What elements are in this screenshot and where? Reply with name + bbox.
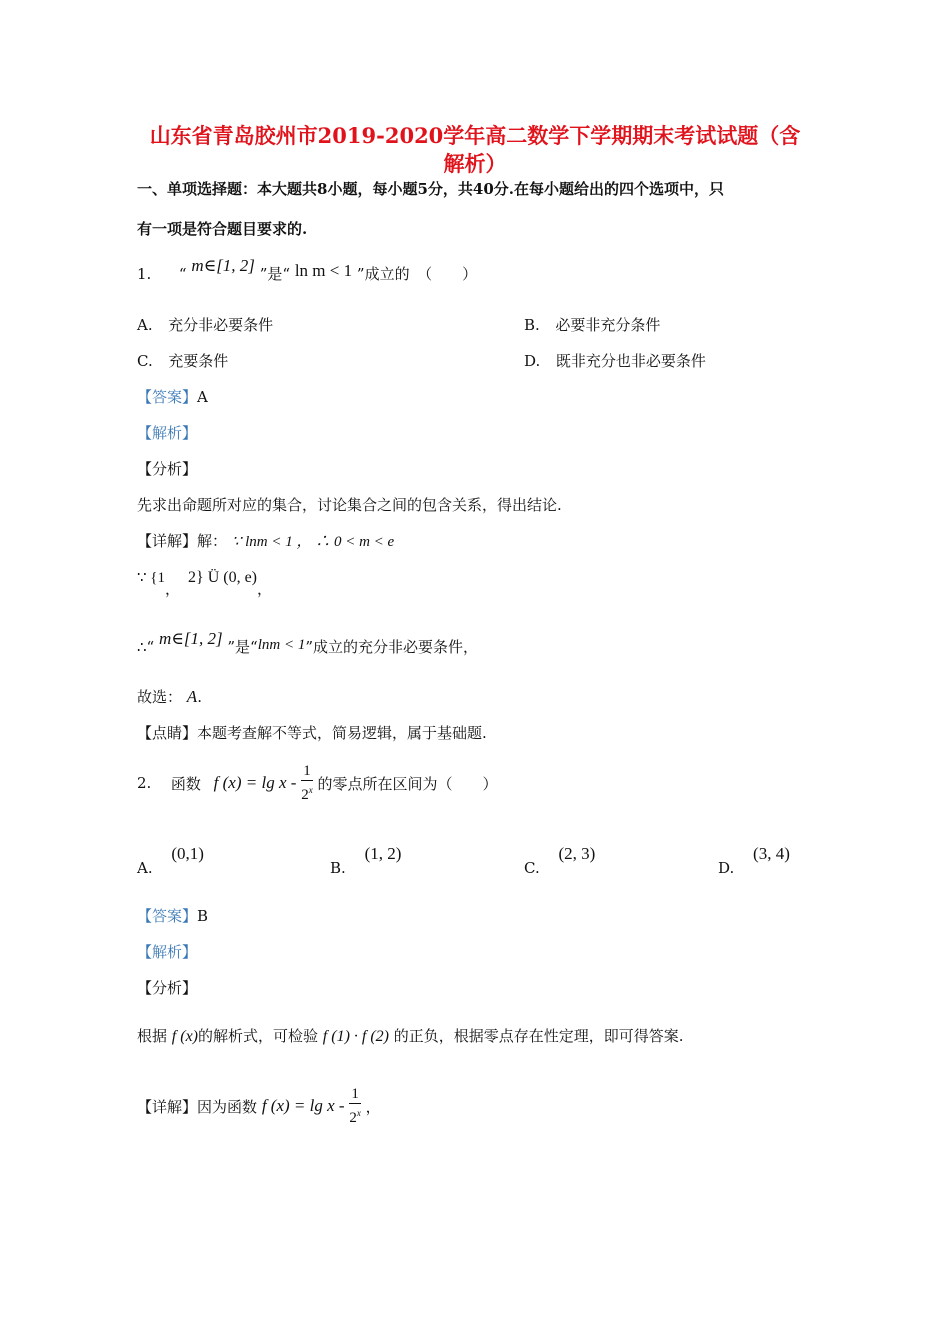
q2-detail-fraction	[349, 1085, 361, 1127]
q2-detail-tag: 【详解】	[137, 1097, 198, 1116]
q2-fenxi-lead: 根据	[137, 1027, 168, 1045]
q2-detail-tail: ，	[365, 1097, 381, 1116]
q1-option-c	[137, 350, 228, 371]
q2-answer-value: B	[197, 907, 209, 925]
q2-detail-function: f (x) = lg x -	[261, 1096, 345, 1115]
q1-detail-line-3	[137, 629, 479, 657]
q1-answer-value: A	[197, 388, 208, 406]
q1-analysis-tag: 【解析】	[137, 424, 198, 442]
q2-fenxi-f2: f (1) · f (2)	[322, 1028, 389, 1045]
q2-detail-fraction-numerator: 1	[351, 1086, 359, 1102]
q1-option-c-text: 充要条件	[168, 352, 229, 370]
q2-option-a-text: (0,1)	[171, 844, 204, 863]
q2-option-d	[718, 844, 790, 877]
q1-line2-c: 2} Ü (0, e)	[188, 569, 258, 586]
q1-choice-value: A	[186, 687, 198, 706]
q2-tail: 的零点所在区间为（ ）	[317, 774, 498, 793]
q1-mid-text: ”是“	[259, 265, 291, 283]
q1-option-d	[524, 350, 706, 371]
q1-condition-2: ln m < 1	[294, 261, 353, 280]
q2-fraction-denominator: 2$^x$	[301, 785, 313, 803]
q2-fraction-numerator: 1	[303, 763, 311, 779]
q2-fenxi-text	[137, 1025, 684, 1046]
q1-detail-math: ∵ lnm < 1 ， ∴ 0 < m < e	[231, 534, 395, 550]
q2-option-c	[524, 844, 596, 877]
q1-fenxi-text: 先求出命题所对应的集合，讨论集合之间的包含关系，得出结论.	[137, 496, 562, 514]
q2-function: f (x) = lg x -	[213, 773, 297, 792]
q1-detail-line-1	[137, 530, 394, 551]
q2-fenxi-tail: 的正负，根据零点存在性定理，即可得答案.	[393, 1027, 684, 1045]
q2-option-c-key: C.	[524, 859, 540, 877]
q1-option-d-text: 既非充分也非必要条件	[555, 352, 706, 370]
q1-dianjing	[137, 722, 487, 743]
q2-detail-lead: 因为函数	[197, 1097, 258, 1116]
q2-fenxi-tag: 【分析】	[137, 979, 198, 997]
q2-option-c-text: (2, 3)	[558, 844, 596, 863]
q1-choice-lead: 故选：	[137, 688, 183, 706]
q1-answer-tag: 【答案】	[137, 388, 198, 406]
section-header-line-2: 有一项是符合题目要求的.	[137, 220, 308, 238]
q2-option-b-text: (1, 2)	[364, 844, 402, 863]
q1-line3-math: m∈[1, 2]	[159, 629, 223, 648]
q1-answer	[137, 386, 208, 407]
title-line-1: 山东省青岛胶州市2019-2020学年高二数学下学期期末考试试题（含	[149, 123, 801, 148]
q2-option-a-key: A.	[137, 859, 153, 877]
q1-tail-text: ”成立的 （ ）	[356, 265, 478, 283]
q1-detail-lead: 解：	[197, 532, 228, 550]
q1-fenxi-tag: 【分析】	[137, 460, 198, 478]
q1-option-a	[137, 314, 273, 335]
q1-option-b-key: B.	[524, 316, 540, 334]
q2-detail-fraction-denominator: 2$^x$	[349, 1108, 361, 1126]
q2-answer-tag: 【答案】	[137, 907, 198, 925]
q1-option-c-key: C.	[137, 352, 153, 370]
q2-answer	[137, 905, 208, 926]
q1-choice-tail: .	[197, 688, 202, 706]
q1-number: 1.	[137, 265, 152, 283]
q1-detail-line-2	[137, 566, 273, 598]
q1-line2-d: ，	[257, 580, 273, 598]
q1-option-b-text: 必要非充分条件	[555, 316, 661, 334]
q2-option-b	[330, 844, 402, 877]
title-line-2: 解析）	[443, 151, 507, 176]
q2-fraction	[301, 762, 313, 804]
q1-option-a-key: A.	[137, 316, 153, 334]
q1-line3-lead: ∴“	[137, 638, 155, 656]
q1-dianjing-text: 本题考查解不等式，简易逻辑，属于基础题.	[197, 724, 487, 742]
q2-option-b-key: B.	[330, 859, 346, 877]
q1-line2-a: ∵ {1	[137, 570, 165, 586]
q2-fenxi-f: f (x)	[171, 1028, 198, 1045]
q2-option-d-text: (3, 4)	[753, 844, 790, 863]
q1-detail-tag: 【详解】	[137, 532, 198, 550]
q2-number: 2.	[137, 774, 152, 792]
q1-line3-math2: lnm < 1	[257, 637, 306, 653]
q2-stem	[137, 762, 498, 804]
q2-detail	[137, 1085, 381, 1127]
q1-line3-mid: ”是“	[227, 638, 258, 656]
q1-option-d-key: D.	[524, 352, 541, 370]
q1-open-quote: “	[178, 265, 187, 283]
q2-lead: 函数	[170, 774, 201, 793]
q2-analysis-tag: 【解析】	[137, 943, 198, 961]
q2-fenxi-mid: 的解析式，可检验	[198, 1027, 319, 1045]
q1-choice	[137, 686, 202, 707]
q2-option-d-key: D.	[718, 859, 735, 877]
q1-line2-b: ，	[165, 580, 181, 598]
q1-option-a-text: 充分非必要条件	[168, 316, 274, 334]
q2-option-a	[137, 844, 204, 877]
section-header-line-1: 一、单项选择题：本大题共8小题，每小题5分，共40分.在每小题给出的四个选项中，只	[137, 180, 724, 198]
q1-option-b	[524, 314, 660, 335]
q1-dianjing-tag: 【点睛】	[137, 724, 198, 742]
q1-line3-tail: ”成立的充分非必要条件，	[305, 638, 479, 656]
q1-stem	[137, 256, 478, 284]
q1-condition-1: m∈[1, 2]	[191, 256, 255, 275]
